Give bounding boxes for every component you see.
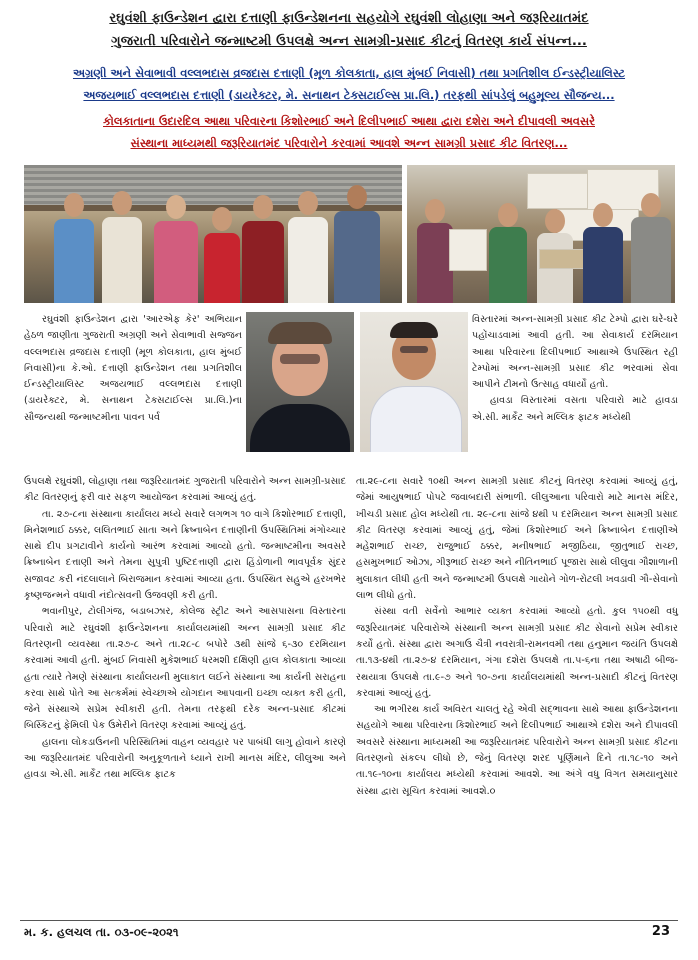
paragraph-intro: રઘુવંશી ફાઉન્ડેશન દ્વારા 'આરએફ કેર' અભિયાન હેઠળ જાણીતા ગુજરાતી અગ્રણી અને સેવાભાવી સજ્જન વલ્લભદાસ વ્રજદાસ દત્તાણી (મૂળ કોલકાતા, હાલ મુંબઈ નિવાસી)ના કે.ઓ. દત્તાણી ફાઉન્ડેશન તથા પ્રગતિશીલ ઈન્ડસ્ટ્રીયાલિસ્ટ અજયભાઈ વલ્લભદાસ દત્તાણી (ડાયરેક્ટર, મે. સનાથન ટેક્સટાઈલ્સ પ્રા.લિ.)ના સૌજન્યથી જન્માષ્ટમીના પાવન પર્વ <box>24 314 242 423</box>
paragraph-lockdown: હાલના લોકડાઉનની પરિસ્થિતિમાં વાહન વ્યવહાર પર પાબંધી લાગુ હોવાને કારણે આ જરૂરિયાતમંદ પરિવારોની અનુકૂળતાને ધ્યાને રાખી માનસ મંદિર, લીલુઆ અને હાવડા એ.સી. માર્કેટ તથા મલ્લિક ફાટક <box>24 736 346 781</box>
red-headline-line-2: સંસ્થાના માધ્યમથી જરૂરિયાતમંદ પરિવારોને કરવામાં આવશે અન્ન સામગ્રી પ્રસાદ કીટ વિતરણ... <box>130 136 568 150</box>
footer-publication-date: મ. ક. હલચલ તા. ૦૩-૦૯-૨૦૨૧ <box>24 925 179 939</box>
subheadline-line-2: અજયભાઈ વલ્લભદાસ દત્તાણી (ડાયરેક્ટર, મે. સનાથન ટેક્સટાઈલ્સ પ્રા.લિ.) તરફથી સાંપડેલું બહુમૂલ્ય સૌજન્ય... <box>83 88 615 102</box>
article-column-1 <box>24 474 346 784</box>
portrait-vallabhdas-dattani <box>246 312 354 452</box>
portrait-ajay-dattani <box>360 312 468 452</box>
paragraph-tempo-delivery: વિસ્તારમાં અન્ન-સામગ્રી પ્રસાદ કીટ ટેમ્પો દ્વારા ઘરે-ઘરે પહોંચાડવામાં આવી હતી. આ સેવાકાર્ય દરમિયાન આથા પરિવારના દિલીપભાઈ આથાએ ઉપસ્થિત રહી ટેમ્પોમાં અન્ન-સામગ્રી પ્રસાદ કીટ ભરવામાં સેવા આપીને ટીમનો ઉત્સાહ વધાર્યો હતો. <box>472 314 678 391</box>
subheadline-line-1: અગ્રણી અને સેવાભાવી વલ્લભદાસ વ્રજદાસ દત્તાણી (મૂળ કોલકાતા, હાલ મુંબઈ નિવાસી) તથા પ્રગતિશીલ ઈન્ડસ્ટ્રીયાલિસ્ટ <box>72 66 626 80</box>
paragraph-future-plans: આ ભગીરથ કાર્ય અવિરત ચાલતું રહે એવી સદ્ભાવના સાથે આથા ફાઉન્ડેશનના સહયોગે આથા પરિવારના કિશોરભાઈ અને દિલીપભાઈ આથાએ દશેરા અને દીપાવલી અવસરે સંસ્થાના માધ્યમથી આ જરૂરિયાતમંદ પરિવારોને અન્ન સામગ્રી પ્રસાદ કીટના વિતરણનો સંકલ્પ લીધો છે, જેનું વિતરણ શરદ પૂર્ણિમાને દિને તા.૧૮-૧૦ અને તા.૧૯-૧૦ના કાર્યાલય મધ્યેથી કરવામાં આવશે. આ અંગે વધુ વિગત સમયાનુસાર સંસ્થા દ્વારા સૂચિત કરવામાં આવશે.૦ <box>356 704 678 797</box>
headline-main-line-1: રઘુવંશી ફાઉન્ડેશન દ્વારા દત્તાણી ફાઉન્ડેશનના સહયોગે રઘુવંશી લોહાણા અને જરૂરિયાતમંદ <box>109 11 589 26</box>
headline-main-line-2: ગુજરાતી પરિવારોને જન્માષ્ટમી ઉપલક્ષે અન્ન સામગ્રી-પ્રસાદ કીટનું વિતરણ કાર્ય સંપન્ન... <box>111 34 587 49</box>
paragraph-howrah: હાવડા વિસ્તારમાં વસતા પરિવારો માટે હાવડા એ.સી. માર્કેટ અને મલ્લિક ફાટક મધ્યેથી <box>472 395 678 423</box>
distribution-photo <box>407 165 675 303</box>
paragraph-thanks: સંસ્થા વતી સર્વેનો આભાર વ્યક્ત કરવામાં આવ્યો હતો. કુલ ૧૫૦થી વધુ જરૂરિયાતમંદ પરિવારોએ સંસ્થાની અન્ન સામગ્રી પ્રસાદ કીટ સેવાનો સપ્રેમ સ્વીકાર કર્યો હતો. સંસ્થા દ્વારા અગાઉ ચૈત્રી નવરાત્રી-રામનવમી તથા હનુમાન જયંતિ ઉપલક્ષે તા.૧૩-૪થી તા.૨૭-૪ દરમિયાન, ગંગા દશેરા ઉપલક્ષે તા.૫-૬ના તથા અષાઢી બીજ-રથયાત્રા ઉપલક્ષે તા.૯-૭ અને ૧૦-૭ના કાર્યાલયમાંથી અન્ન-પ્રસાદી કીટનું વિતરણ કરવામાં આવ્યું હતું. <box>356 606 678 699</box>
page-number: 23 <box>651 924 670 939</box>
paragraph-intro-continued: ઉપલક્ષે રઘુવંશી, લોહાણા તથા જરૂરિયાતમંદ ગુજરાતી પરિવારોને અન્ન સામગ્રી-પ્રસાદ કીટ વિતરણનું ફરી વાર સફળ આયોજન કરવામાં આવ્યું હતું. <box>24 476 346 504</box>
paragraph-howrah-continued: તા.૨૯-૮ના સવારે ૧૦થી અન્ન સામગ્રી પ્રસાદ કીટનું વિતરણ કરવામાં આવ્યું હતું, જેમાં આયુષભાઈ પોપટે જવાબદારી સંભાળી. લીલુઆના પરિવારો માટે માનસ મંદિર, ખીચડી પ્રસાદ હોલ મધ્યેથી તા. ૨૯-૮ના સાંજે ૪થી ૫ દરમિયાન અન્ન સામગ્રી પ્રસાદ કીટ વિતરણ કરવામાં આવ્યું હતું, જેમાં કિશોરભાઈ અને ક્રિષ્નાબેન દત્તાણીએ મહેશભાઈ રાચ્છ, રાજુભાઈ ઠક્કર, મનીષભાઈ મજીઠિયા, જીતુભાઈ રાચ્છ, હસમુખભાઈ ઓઝા, ગીરૂભાઈ રાચ્છ અને નીતિનભાઈ પૂજારા સાથે લીલુવા ગૌશાળાની મુલાકાત લીધી હતી અને જન્માષ્ટમી ઉપલક્ષે ગાયોને ગોળ-રોટલી ખવડાવી ગૌ-સેવાનો લાભ લીધો હતો. <box>356 476 678 602</box>
paragraph-inauguration: તા. ૨૭-૮ના સંસ્થાના કાર્યાલય મધ્યે સવારે લગભગ ૧૦ વાગે કિશોરભાઈ દત્તાણી, મિનેશભાઈ ઠક્કર, લલિતભાઈ સાતા અને ક્રિષ્નાબેન દત્તાણીની ઉપસ્થિતિમાં મંગોચ્ચાર સાથે દીપ પ્રગટાવીને કાર્યનો આરંભ કરવામાં આવ્યો હતો. જન્માષ્ટમીના અવસરે ક્રિષ્નાબેન દત્તાણી અને તેમના સુપુત્રી પુષ્ટિદત્તાણી દ્વારા હિંડોળાની ભાવપૂર્વક સુંદર સજાવટ કરી નંદલાલાને બિરાજમાન કરવામાં આવ્યા હતા. ઉપસ્થિત સહુએ હરખભેર કૃષ્ણજન્મને વધાવી નંદોત્સવની ઉજવણી કરી હતી. <box>24 508 346 602</box>
group-photo <box>24 165 402 303</box>
footer-divider <box>20 920 678 921</box>
article-column-2 <box>356 474 678 800</box>
red-headline-line-1: કોલકાતાના ઉદારદિલ આથા પરિવારના કિશોરભાઈ અને દિલીપભાઈ આથા દ્વારા દશેરા અને દીપાવલી અવસરે <box>103 114 595 128</box>
newspaper-page <box>10 0 688 960</box>
article-column-2-top <box>472 312 678 426</box>
article-column-1-top <box>24 312 242 426</box>
paragraph-distribution-areas: ભવાનીપુર, ટોલીગંજ, બડાબઝાર, કોલેજ સ્ટ્રીટ અને આસપાસના વિસ્તારના પરિવારો માટે રઘુવંશી ફાઉન્ડેશનના કાર્યાલયમાંથી અન્ન સામગ્રી પ્રસાદ કીટ વિતરણની વ્યવસ્થા તા.૨૭-૮ અને તા.૨૮-૮ બપોરે ૩થી સાંજે ૬-૩૦ દરમિયાન કરવામાં આવી હતી. મુંબઈ નિવાસી મુકેશભાઈ ધરમશી દક્ષિણી હાલ કોલકાતા આવ્યા હતા ત્યારે તેમણે સંસ્થાના કાર્યાલયની મુલાકાત લઈને સંસ્થાના આ કાર્યની સરાહના કરવા સાથે પોતે આ સત્કર્મમાં સ્વેચ્છાએ યોગદાન આપવાની ઇચ્છા વ્યક્ત કરી હતી, જેને સંસ્થાએ સપ્રેમ સ્વીકારી હતી. તેમના તરફથી દરેક અન્ન-પ્રસાદ કીટમાં બિસ્કિટનું ફેમિલી પેક ઉમેરીને વિતરણ કરવામાં આવ્યું હતું. <box>24 606 346 732</box>
